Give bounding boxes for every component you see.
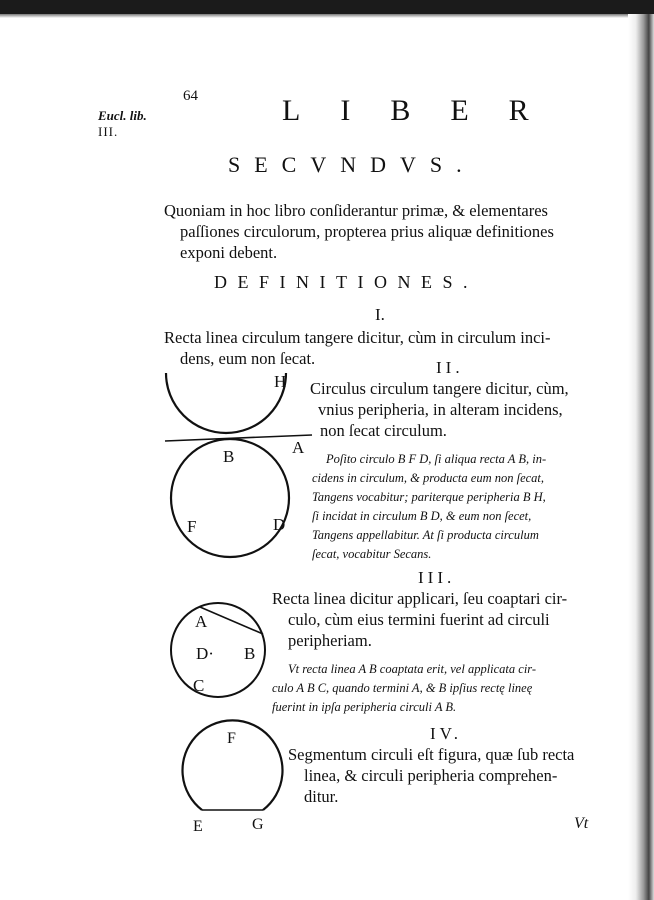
definition-2-note-line-5: Tangens appellabitur. At ſi producta circulum bbox=[312, 528, 539, 542]
page-number: 64 bbox=[183, 88, 198, 104]
margin-note bbox=[98, 108, 147, 140]
intro-line-2: paſſiones circulorum, propterea prius aliquæ definitiones bbox=[180, 222, 554, 241]
definition-3-line-1: Recta linea dicitur applicari, ſeu coaptari cir- bbox=[272, 589, 568, 608]
figure-tangent-circles bbox=[150, 365, 315, 575]
figure-2-upper-arc bbox=[166, 373, 286, 433]
definition-3-numeral: III. bbox=[418, 568, 456, 587]
figure-3-label-b: B bbox=[244, 644, 256, 663]
definition-4-line-2: linea, & circuli peripheria comprehen- bbox=[304, 766, 558, 785]
definition-1-line-2: dens, eum non ſecat. bbox=[180, 349, 316, 368]
definition-4-line-1: Segmentum circuli eſt figura, quæ ſub recta bbox=[288, 745, 575, 764]
definition-3-note-line-1: Vt recta linea A B coaptata erit, vel applicata cir- bbox=[288, 662, 537, 676]
figure-chord-circle bbox=[165, 595, 275, 705]
figure-4-label-g: G bbox=[252, 816, 264, 833]
figure-2-label-f: F bbox=[187, 517, 197, 536]
definition-4-numeral: IV. bbox=[430, 724, 462, 743]
definition-2-line-2: vnius peripheria, in alteram incidens, bbox=[318, 400, 563, 419]
definition-2-numeral: II. bbox=[436, 358, 464, 377]
figure-3-label-c: C bbox=[193, 676, 205, 695]
figure-3-label-a: A bbox=[195, 612, 208, 631]
definition-3-note-line-2: culo A B C, quando termini A, & B ipſius rectę lineę bbox=[272, 681, 533, 695]
figure-4-label-f: F bbox=[227, 730, 236, 747]
definition-2-note-line-3: Tangens vocabitur; pariterque peripheria B H, bbox=[312, 490, 546, 504]
figure-2-label-a: A bbox=[292, 438, 305, 457]
book-title: SECVNDVS. bbox=[228, 152, 476, 177]
book-spine-edge bbox=[628, 14, 654, 900]
figure-4-label-e: E bbox=[193, 818, 203, 835]
definition-1-numeral: I. bbox=[375, 305, 385, 324]
definition-3-note-line-3: fuerint in ipſa peripheria circuli A B. bbox=[272, 700, 457, 714]
definition-3-line-2: culo, cùm eius termini fuerint ad circuli bbox=[288, 610, 550, 629]
definition-3-line-3: peripheriam. bbox=[288, 631, 372, 650]
figure-3-label-d: D· bbox=[196, 644, 214, 663]
definition-2-note-line-2: cidens in circulum, & producta eum non ſecat, bbox=[312, 471, 545, 485]
definition-1-line-1: Recta linea circulum tangere dicitur, cùm in circulum inci- bbox=[164, 328, 551, 347]
scan-top-shadow bbox=[0, 14, 654, 18]
margin-note-line-1: Eucl. lib. bbox=[98, 108, 147, 123]
definition-2-line-3: non ſecat circulum. bbox=[320, 421, 447, 440]
intro-line-3: exponi debent. bbox=[180, 243, 278, 262]
definitions-heading: DEFINITIONES. bbox=[214, 272, 478, 292]
figure-2-label-d: D bbox=[273, 515, 286, 534]
intro-line-1: Quoniam in hoc libro conſiderantur primæ, & elementares bbox=[164, 201, 548, 220]
figure-2-label-h: H bbox=[274, 372, 287, 391]
figure-2-label-b: B bbox=[223, 447, 235, 466]
scan-top-border bbox=[0, 0, 654, 14]
definition-2-line-1: Circulus circulum tangere dicitur, cùm, bbox=[310, 379, 569, 398]
running-title: LIBER bbox=[282, 94, 569, 127]
margin-note-line-2: III. bbox=[98, 124, 119, 139]
definition-2-note-line-4: ſi incidat in circulum B D, & eum non ſecet, bbox=[312, 509, 532, 523]
definition-4-line-3: ditur. bbox=[304, 787, 339, 806]
definition-2-note-line-6: ſecat, vocabitur Secans. bbox=[312, 547, 432, 561]
figure-circle-segment bbox=[170, 718, 290, 836]
definition-2-note-line-1: Poſito circulo B F D, ſi aliqua recta A B, in- bbox=[326, 452, 547, 466]
catchword: Vt bbox=[574, 815, 589, 832]
